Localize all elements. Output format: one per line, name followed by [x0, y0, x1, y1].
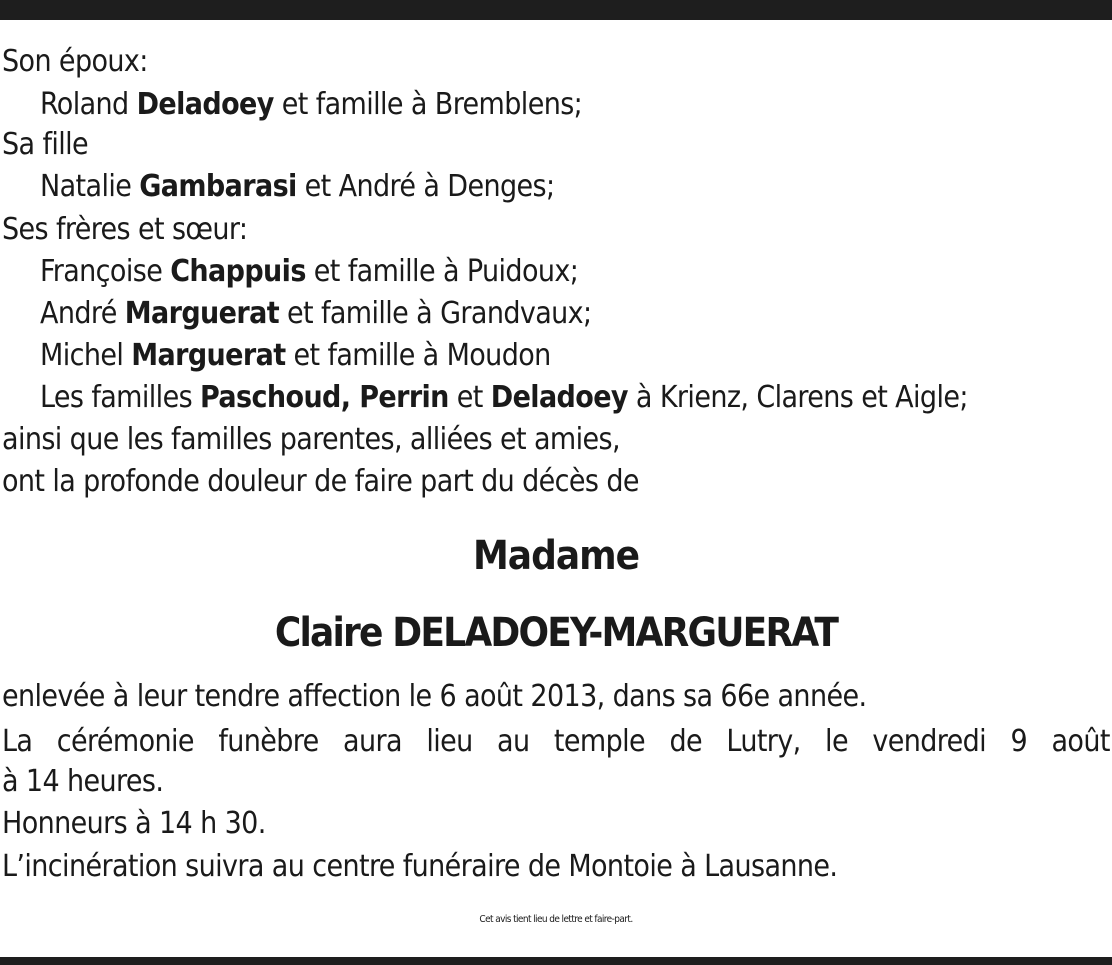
- ceremony-word: vendredi: [872, 724, 987, 759]
- sibling-line: [40, 338, 551, 374]
- daughter-heading: Sa fille: [2, 127, 89, 162]
- surname: Deladoey: [490, 380, 628, 415]
- ceremony-word: août: [1051, 724, 1110, 759]
- line-rest: et André à Denges;: [304, 169, 555, 204]
- footer-note: Cet avis tient lieu de lettre et faire-part.: [479, 914, 633, 925]
- ceremony-word: au: [497, 724, 530, 759]
- daughter-line: [40, 169, 554, 205]
- surname: Marguerat: [124, 296, 280, 331]
- line-rest: et famille à Bremblens;: [281, 87, 583, 122]
- surname: Gambarasi: [139, 169, 297, 204]
- sibling-line: [40, 254, 578, 290]
- ceremony-time: à 14 heures.: [2, 764, 164, 799]
- ceremony-details: [2, 724, 1110, 760]
- line-rest: et famille à Grandvaux;: [287, 296, 592, 331]
- announcement-line: ont la profonde douleur de faire part du décès de: [2, 464, 639, 499]
- sibling-line: [40, 296, 592, 332]
- death-details: enlevée à leur tendre affection le 6 août 2013, dans sa 66e année.: [2, 679, 867, 714]
- surname: Chappuis: [170, 254, 306, 289]
- families-line: [40, 380, 968, 416]
- ceremony-word: La: [2, 724, 33, 759]
- husband-heading: Son époux:: [2, 44, 148, 79]
- ceremony-word: de: [669, 724, 703, 759]
- line-rest: à Krienz, Clarens et Aigle;: [635, 380, 968, 415]
- top-border-rule: [0, 0, 1112, 20]
- surname: Deladoey: [136, 87, 274, 122]
- relatives-line: ainsi que les familles parentes, alliées et amies,: [2, 422, 620, 457]
- siblings-heading: Ses frères et sœur:: [2, 212, 248, 247]
- ceremony-word: funèbre: [218, 724, 319, 759]
- first-name: Natalie: [40, 169, 132, 204]
- ceremony-word: aura: [343, 724, 402, 759]
- first-name: Michel: [40, 338, 124, 373]
- surname: Marguerat: [131, 338, 286, 373]
- first-name: Roland: [40, 87, 129, 122]
- conjunction: et: [456, 380, 483, 415]
- ceremony-word: lieu: [426, 724, 473, 759]
- line-rest: et famille à Puidoux;: [313, 254, 579, 289]
- ceremony-word: 9: [1010, 724, 1028, 759]
- deceased-title: Madame: [472, 533, 640, 579]
- first-name: Françoise: [40, 254, 163, 289]
- surnames: Paschoud, Perrin: [200, 380, 449, 415]
- honours-details: Honneurs à 14 h 30.: [2, 806, 266, 841]
- families-prefix: Les familles: [40, 380, 193, 415]
- ceremony-word: cérémonie: [56, 724, 194, 759]
- deceased-name: Claire DELADOEY-MARGUERAT: [274, 610, 838, 656]
- ceremony-word: temple: [553, 724, 646, 759]
- cremation-details: L’incinération suivra au centre funéraire de Montoie à Lausanne.: [2, 849, 838, 884]
- line-rest: et famille à Moudon: [293, 338, 551, 373]
- ceremony-word: Lutry,: [726, 724, 801, 759]
- bottom-border-rule: [0, 957, 1112, 965]
- ceremony-word: le: [825, 724, 848, 759]
- husband-line: [40, 87, 582, 123]
- first-name: André: [40, 296, 117, 331]
